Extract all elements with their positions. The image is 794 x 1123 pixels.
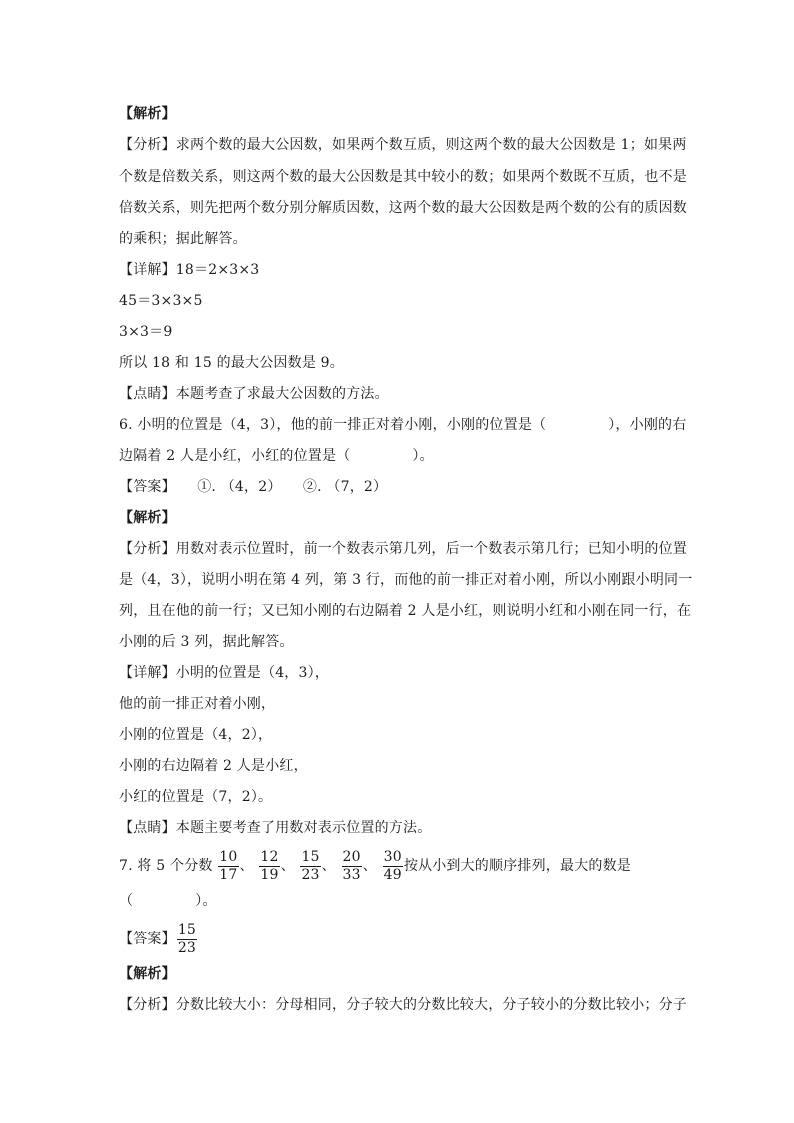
fraction: $\frac{15}{23}$ <box>301 848 320 883</box>
comment-line: 【点睛】本题主要考查了用数对表示位置的方法。 <box>119 820 432 836</box>
detail-line: 小红的位置是（7，2）。 <box>119 789 273 805</box>
detail-line: 小刚的位置是（4，2）， <box>119 727 273 743</box>
detail-line: 他的前一排正对着小刚， <box>119 696 276 712</box>
detail-line: 45＝3×3×5 <box>119 293 203 309</box>
fraction: $\frac{30}{49}$ <box>383 848 402 883</box>
answer-line: 【答案】 ①. （4，2） ②. （7，2） <box>119 479 388 495</box>
section-heading-analysis: 【解析】 <box>119 106 176 122</box>
question-6-line-2 <box>119 446 434 466</box>
paragraph-line: 倍数关系，则先把两个数分别分解质因数，这两个数的最大公因数是两个数的公有的质因数 <box>119 200 687 216</box>
fraction: $\frac{10}{17}$ <box>219 848 238 883</box>
question-text: 按从小到大的顺序排列，最大的数是 <box>403 858 632 874</box>
paragraph-line: 【分析】分数比较大小：分母相同，分子较大的分数比较大，分子较小的分数比较小；分子 <box>119 997 687 1013</box>
detail-line: 3×3＝9 <box>119 324 173 340</box>
fraction: $\frac{12}{19}$ <box>260 848 279 883</box>
question-7-line-2: （ ）。 <box>119 893 217 909</box>
paragraph-line: 小刚的后 3 列，据此解答。 <box>119 634 294 650</box>
fraction: $\frac{20}{33}$ <box>342 848 361 883</box>
section-heading-analysis: 【解析】 <box>119 510 176 526</box>
question-text: 7. 将 5 个分数 <box>119 858 213 874</box>
paragraph-line: 【分析】求两个数的最大公因数，如果两个数互质，则这两个数的最大公因数是 1；如果两 <box>119 137 687 153</box>
question-6-line-1 <box>119 415 686 435</box>
detail-line: 【详解】18＝2×3×3 <box>119 262 260 278</box>
question-text: ），小刚的右 <box>608 417 687 433</box>
question-text: 边隔着 2 人是小红，小红的位置是（ <box>119 448 351 464</box>
answer-line: 【答案】 $\frac{15}{23}$ <box>119 921 197 956</box>
detail-line: 【详解】小明的位置是（4，3）， <box>119 665 330 681</box>
answer-fraction: $\frac{15}{23}$ <box>177 921 197 956</box>
section-heading-analysis: 【解析】 <box>119 966 176 982</box>
paragraph-line: 的乘积；据此解答。 <box>119 231 247 247</box>
paragraph-line: 【分析】用数对表示位置时，前一个数表示第几列，后一个数表示第几行；已知小明的位置 <box>119 541 687 557</box>
question-7-line-1: 7. 将 5 个分数 $\frac{10}{17}$ 、 $\frac{12}{19}$ 、 $\frac{15}{23}$ 、 $\frac{20}{33}$ 、 $\frac{30}{49}$ 按从小到大的顺序排列，最大的数是 <box>119 848 632 883</box>
paragraph-line: 列，且在他的前一行；又已知小刚的右边隔着 2 人是小红，则说明小红和小刚在同一行，在 <box>119 603 692 619</box>
paragraph-line: 是（4，3），说明小明在第 4 列，第 3 行，而他的前一排正对着小刚，所以小刚跟小明同一 <box>119 572 693 588</box>
paragraph-line: 个数是倍数关系，则这两个数的最大公因数是其中较小的数；如果两个数既不互质，也不是 <box>119 169 687 185</box>
question-text: ）。 <box>412 448 434 464</box>
detail-line: 小刚的右边隔着 2 人是小红， <box>119 758 308 774</box>
comment-line: 【点睛】本题考查了求最大公因数的方法。 <box>119 386 389 402</box>
question-text: 6. 小明的位置是（4，3），他的前一排正对着小刚，小刚的位置是（ <box>119 417 547 433</box>
detail-line: 所以 18 和 15 的最大公因数是 9。 <box>119 355 344 371</box>
